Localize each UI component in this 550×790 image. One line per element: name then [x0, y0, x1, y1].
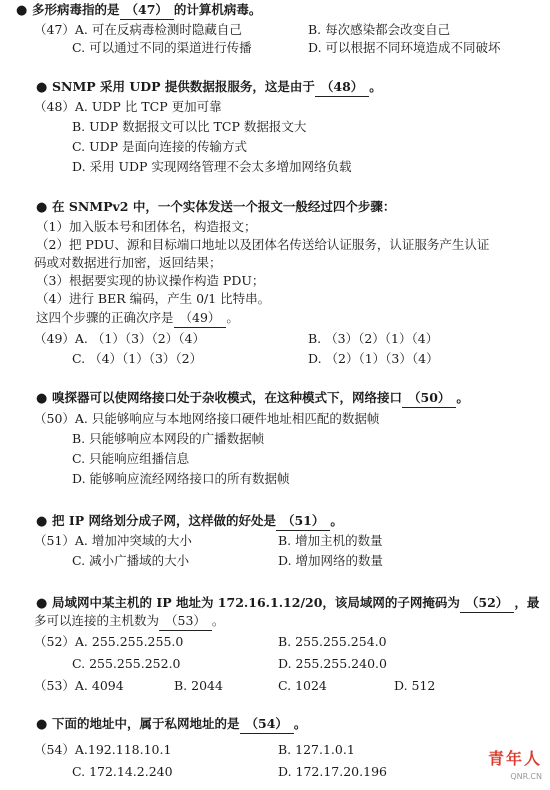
bullet-icon: ●: [36, 80, 48, 95]
q51-blank: （51）: [276, 512, 330, 531]
q47-option-d: D. 可以根据不同环境造成不同破坏: [308, 40, 501, 55]
q47-option-b: B. 每次感染都会改变自己: [308, 22, 451, 37]
q47-stem: ● 多形病毒指的是 （47） 的计算机病毒。: [16, 2, 262, 18]
q53-stem: 多可以连接的主机数为 （53） 。: [34, 612, 224, 631]
q50-blank: （50）: [402, 389, 456, 408]
q52-blank: （52）: [460, 594, 514, 613]
q49-step-3: （3）根据要实现的协议操作构造 PDU；: [36, 273, 265, 288]
q49-option-d: D. （2）（1）（3）（4）: [308, 351, 439, 366]
q48-stem: ● SNMP 采用 UDP 提供数据报服务，这是由于 （48） 。: [36, 79, 382, 95]
q51-option-d: D. 增加网络的数量: [278, 553, 384, 568]
q48-option-d: D. 采用 UDP 实现网络管理不会太多增加网络负载: [72, 159, 352, 174]
bullet-icon: ●: [36, 514, 48, 529]
q52-stem: ● 局域网中某主机的 IP 地址为 172.16.1.12/20，该局域网的子网掩码为 （52） ，最: [36, 595, 540, 611]
q53-blank: （53）: [159, 612, 212, 631]
q50-stem: ● 嗅探器可以使网络接口处于杂收模式，在这种模式下，网络接口 （50） 。: [36, 390, 469, 406]
q49-step-1: （1）加入版本号和团体名，构造报文；: [36, 219, 257, 234]
q51-option-a: （51）A. 增加冲突域的大小: [34, 533, 192, 548]
q48-option-a: （48）A. UDP 比 TCP 更加可靠: [34, 99, 222, 114]
q51-option-c: C. 减小广播域的大小: [72, 553, 190, 568]
q47-blank: （47）: [120, 1, 174, 20]
q49-option-a: （49）A. （1）（3）（2）（4）: [34, 331, 205, 346]
q49-option-c: C. （4）（1）（3）（2）: [72, 351, 203, 366]
q54-blank: （54）: [240, 715, 294, 734]
q47-option-c: C. 可以通过不同的渠道进行传播: [72, 40, 252, 55]
bullet-icon: ●: [16, 3, 28, 18]
bullet-icon: ●: [36, 717, 48, 732]
q48-option-c: C. UDP 是面向连接的传输方式: [72, 139, 248, 154]
watermark-logo: [488, 750, 542, 786]
q49-step-2-cont: 码或对数据进行加密，返回结果；: [34, 255, 222, 270]
q49-order: 这四个步骤的正确次序是 （49） 。: [36, 309, 239, 328]
q51-stem: ● 把 IP 网络划分成子网，这样做的好处是 （51） 。: [36, 513, 343, 529]
q49-step-2: （2）把 PDU、源和目标端口地址以及团体名传送给认证服务，认证服务产生认证: [36, 237, 490, 252]
q48-option-b: B. UDP 数据报文可以比 TCP 数据报文大: [72, 119, 307, 134]
q52-option-a: （52）A. 255.255.255.0: [34, 634, 184, 649]
q50-option-b: B. 只能够响应本网段的广播数据帧: [72, 431, 265, 446]
bullet-icon: ●: [36, 596, 48, 611]
q50-option-c: C. 只能响应组播信息: [72, 451, 190, 466]
q50-option-d: D. 能够响应流经网络接口的所有数据帧: [72, 471, 290, 486]
q50-option-a: （50）A. 只能够响应与本地网络接口硬件地址相匹配的数据帧: [34, 411, 380, 426]
q53-option-d: D. 512: [394, 678, 436, 693]
q49-option-b: B. （3）（2）（1）（4）: [308, 331, 439, 346]
bullet-icon: ●: [36, 200, 48, 215]
q49-stem: ● 在 SNMPv2 中，一个实体发送一个报文一般经过四个步骤：: [36, 199, 396, 215]
q49-step-4: （4）进行 BER 编码，产生 0/1 比特串。: [36, 291, 271, 306]
q54-option-a: （54）A.192.118.10.1: [34, 742, 172, 757]
q54-option-c: C. 172.14.2.240: [72, 764, 173, 779]
q52-option-c: C. 255.255.252.0: [72, 656, 181, 671]
q53-option-a: （53）A. 4094: [34, 678, 124, 693]
q53-option-c: C. 1024: [278, 678, 327, 693]
q54-option-d: D. 172.17.20.196: [278, 764, 387, 779]
q54-option-b: B. 127.1.0.1: [278, 742, 355, 757]
bullet-icon: ●: [36, 391, 48, 406]
q52-option-b: B. 255.255.254.0: [278, 634, 387, 649]
q52-option-d: D. 255.255.240.0: [278, 656, 387, 671]
watermark-url: QNR.CN: [510, 772, 542, 781]
q54-stem: ● 下面的地址中，属于私网地址的是 （54） 。: [36, 716, 307, 732]
q51-option-b: B. 增加主机的数量: [278, 533, 383, 548]
q48-blank: （48）: [315, 78, 369, 97]
q49-blank: （49）: [174, 309, 227, 328]
q53-option-b: B. 2044: [174, 678, 223, 693]
watermark-text: 青年人: [487, 749, 542, 768]
q47-option-a: （47）A. 可在反病毒检测时隐藏自己: [34, 22, 242, 37]
